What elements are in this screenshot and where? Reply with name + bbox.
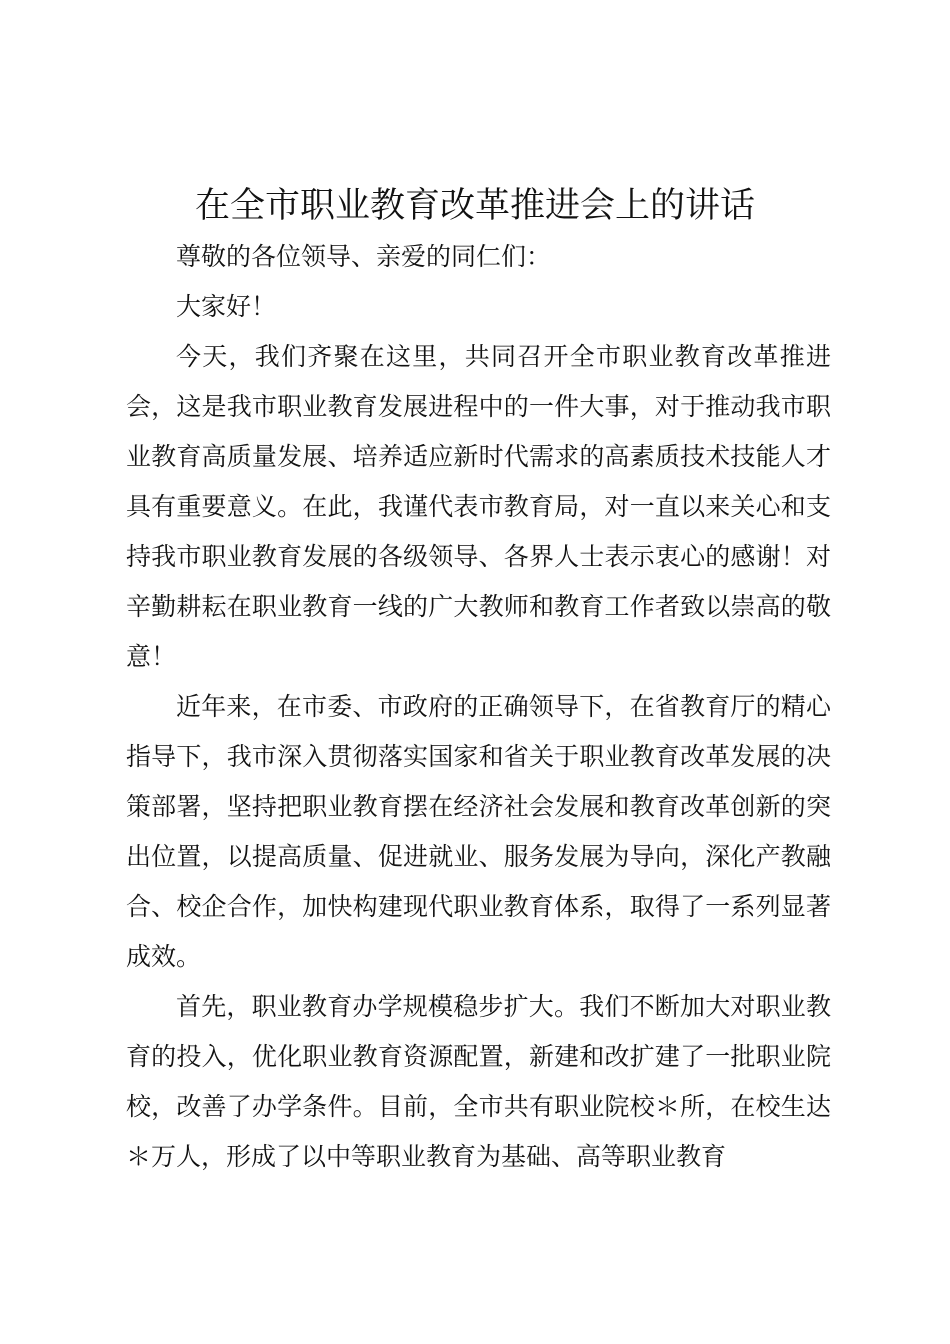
- document-title: 在全市职业教育改革推进会上的讲话: [194, 186, 755, 226]
- body-paragraph: 近年来，在市委、市政府的正确领导下，在省教育厅的精心指导下，我市深入贯彻落实国家和省关于职业教育改革发展的决策部署，坚持把职业教育摆在经济社会发展和教育改革创新的突出位置，以提高质量、促进就业、服务发展为导向，深化产教融合、校企合作，加快构建现代职业教育体系，取得了一系列显著成效。: [126, 692, 831, 971]
- salutation-paragraph: 尊敬的各位领导、亲爱的同仁们：: [176, 242, 552, 271]
- body-paragraph: 首先，职业教育办学规模稳步扩大。我们不断加大对职业教育的投入，优化职业教育资源配置，新建和改扩建了一批职业院校，改善了办学条件。目前，全市共有职业院校＊所，在校生达＊万人，形成了以中等职业教育为基础、高等职业教育: [126, 992, 831, 1171]
- body-paragraph: 今天，我们齐聚在这里，共同召开全市职业教育改革推进会，这是我市职业教育发展进程中的一件大事，对于推动我市职业教育高质量发展、培养适应新时代需求的高素质技术技能人才具有重要意义。在此，我谨代表市教育局，对一直以来关心和支持我市职业教育发展的各级领导、各界人士表示衷心的感谢！对辛勤耕耘在职业教育一线的广大教师和教育工作者致以崇高的敬意！: [126, 342, 831, 671]
- document-body: [126, 232, 831, 1182]
- greeting-paragraph: 大家好！: [176, 292, 277, 321]
